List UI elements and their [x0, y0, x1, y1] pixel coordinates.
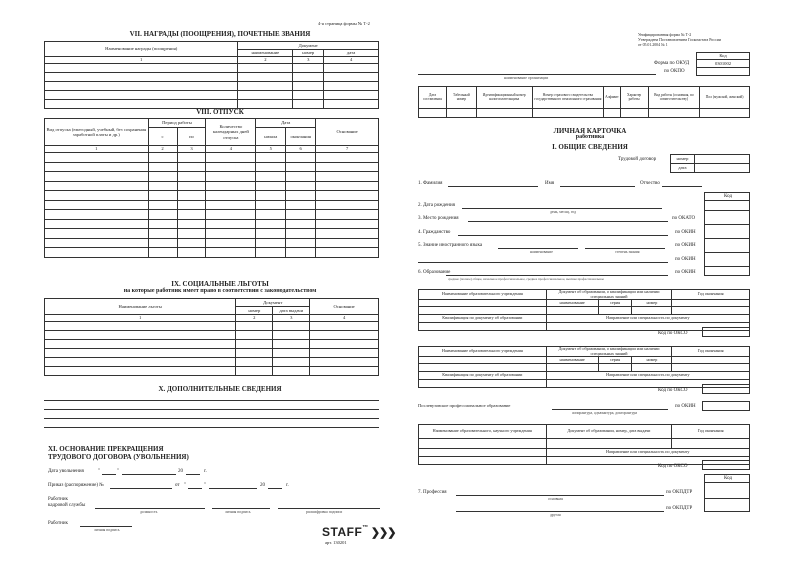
col-vacation-type: Вид отпуска (ежегодный, учебный, без сохранения заработной платы и др.) — [45, 119, 149, 146]
col-dates: Дата — [256, 119, 316, 128]
language-extra-field[interactable] — [418, 262, 668, 263]
table-row[interactable] — [419, 109, 750, 118]
table-row[interactable] — [419, 457, 750, 465]
staff-logo: STAFF™ ❯❯❯ — [322, 525, 396, 539]
employee-label: Работник — [48, 521, 68, 526]
form-header-line: Утверждена Постановлением Госкомстата России — [638, 38, 721, 42]
okso-field[interactable] — [702, 384, 750, 394]
awards-table: Наименование награды (поощрения) Документ наименование номер дата 1 2 3 4 — [44, 41, 379, 109]
section-9-title: IX. СОЦИАЛЬНЫЕ ЛЬГОТЫ — [171, 280, 269, 288]
education-field[interactable] — [446, 275, 668, 276]
section-1-title: I. ОБЩИЕ СВЕДЕНИЯ — [552, 143, 628, 151]
header-table: Дата составления Табельный номер Идентификационный номер налогоплательщика Номер страхового свидетельства государственного пенсионного страхования Алфавит Характер работы Вид работы (основная, по совместительству) Пол (мужской, женский) — [418, 86, 750, 118]
citizenship-label: 4. Гражданство — [418, 230, 451, 235]
table-row[interactable] — [45, 82, 379, 91]
patronymic-field[interactable] — [662, 186, 702, 187]
name-field[interactable] — [560, 186, 635, 187]
additional-line[interactable] — [44, 400, 379, 401]
codes-column: Код — [704, 192, 750, 276]
section-9-subtitle: на которые работник имеет право в соответствии с законодательством — [123, 288, 317, 294]
table-row[interactable] — [45, 181, 379, 191]
education-table-3: Наименование образовательного, научного учреждения Документ об образовании, номер, дата выдачи Год окончания Направление или специальность по документу — [418, 424, 750, 465]
col-date: дата — [324, 50, 379, 57]
table-row[interactable] — [45, 172, 379, 182]
surname-label: 1. Фамилия — [418, 181, 443, 186]
education-label: 6. Образование — [418, 270, 451, 275]
surname-field[interactable] — [448, 186, 538, 187]
order-year-field[interactable] — [268, 488, 282, 489]
profession-codes: Код — [704, 474, 750, 512]
table-row[interactable] — [45, 200, 379, 210]
order-month-field[interactable] — [209, 488, 257, 489]
table-row[interactable] — [419, 380, 750, 388]
postgrad-label: Послевузовское профессиональное образование — [418, 403, 511, 408]
birthdate-label: 2. Дата рождения — [418, 203, 455, 208]
education-table-2: Наименование образовательного учреждения Документ об образовании, о квалификации или наличии специальных знаний Год окончания наименование серия номер Квалификация по документу об образовании Направление или специальность по документу — [418, 346, 750, 388]
okso-field[interactable] — [702, 460, 750, 470]
hr-position-field[interactable] — [95, 508, 205, 509]
table-row[interactable] — [45, 248, 379, 258]
table-row[interactable] — [45, 210, 379, 220]
section-7-title: VII. НАГРАДЫ (ПООЩРЕНИЯ), ПОЧЕТНЫЕ ЗВАНИЯ — [129, 30, 311, 38]
birthplace-field[interactable] — [468, 221, 668, 222]
table-row[interactable] — [45, 238, 379, 248]
benefits-table: Наименование льготы Документ Основание номер дата выдачи 1 2 3 4 — [44, 298, 379, 376]
table-row[interactable] — [45, 229, 379, 239]
table-row[interactable] — [419, 364, 750, 372]
birthplace-label: 3. Место рождения — [418, 216, 459, 221]
section-8-title: VIII. ОТПУСК — [196, 108, 244, 116]
okin-field[interactable] — [702, 401, 750, 411]
okso-field[interactable] — [702, 327, 750, 337]
contract-number-field[interactable] — [694, 155, 749, 164]
order-day-field[interactable] — [188, 488, 202, 489]
citizenship-field[interactable] — [458, 235, 668, 236]
language-level-field[interactable] — [585, 248, 665, 249]
table-row[interactable] — [45, 91, 379, 100]
table-row[interactable] — [45, 162, 379, 172]
section-11-title: XI. ОСНОВАНИЕ ПРЕКРАЩЕНИЯ — [48, 445, 164, 453]
col-doc-name: наименование — [238, 50, 293, 57]
table-row[interactable] — [45, 322, 379, 331]
article-number: арт. 130201 — [325, 540, 347, 545]
dismissal-month-field[interactable] — [122, 474, 176, 475]
dismissal-date-label: Дата увольнения — [48, 469, 84, 474]
form-header-line: Унифицированная форма № Т-2 — [638, 33, 692, 37]
profession-other-field[interactable] — [456, 511, 664, 512]
birthdate-field[interactable] — [462, 208, 662, 209]
left-page: 4-я страница формы № Т-2 VII. НАГРАДЫ (ПООЩРЕНИЯ), ПОЧЕТНЫЕ ЗВАНИЯ Наименование награды (поощрения) Документ наименование номер дата 1 2 3 4 VIII. ОТПУСК Вид отпуска (ежегодный, учебный, без сохранения заработной платы и др.) Период работы Количество календарных дней отпуска Дата Основание с по начала окончания 1 2 3 4 5 6 7 IX. СОЦИАЛЬНЫЕ ЛЬГОТЫ на которые работник имеет право в соответствии с законодательством Наименование льготы Документ Основание номер дата выдачи 1 2 3 4 X. ДОПОЛНИТЕЛЬНЫЕ СВЕДЕНИЯ XI. ОСНОВАНИЕ ПРЕКРАЩЕНИЯ ТРУДОВОГО ДОГОВОРА (УВОЛЬНЕНИЯ) Дата увольнения " " 20 г. Приказ (распоряжение) № от " " 20 г. Работник кадровой службы должность личная подпись расшифровка подписи Работник личная подпись STAFF™ ❯❯❯ арт. 130201 — [0, 0, 400, 581]
col-basis: Основание — [316, 119, 379, 146]
organization-field[interactable] — [418, 74, 656, 75]
postgrad-field[interactable] — [552, 409, 668, 410]
card-title: ЛИЧНАЯ КАРТОЧКА — [553, 127, 627, 135]
col-number: номер — [293, 50, 324, 57]
contract-box: номер дата — [670, 154, 750, 173]
dismissal-day-field[interactable] — [102, 474, 116, 475]
hr-decode-field[interactable] — [278, 508, 380, 509]
profession-main-field[interactable] — [456, 495, 664, 496]
additional-line[interactable] — [44, 409, 379, 410]
col-document: Документ — [238, 42, 379, 50]
code-box: Код 0301002 — [696, 52, 750, 76]
table-row[interactable] — [45, 191, 379, 201]
table-row[interactable] — [45, 219, 379, 229]
order-label: Приказ (распоряжение) № — [48, 483, 105, 488]
section-11-subtitle: ТРУДОВОГО ДОГОВОРА (УВОЛЬНЕНИЯ) — [48, 453, 189, 461]
hr-worker-label: Работник — [48, 497, 68, 502]
section-10-title: X. ДОПОЛНИТЕЛЬНЫЕ СВЕДЕНИЯ — [158, 385, 282, 393]
okud-value: 0301002 — [697, 60, 750, 68]
form-header-line: от 05.01.2004 № 1 — [638, 43, 668, 47]
vacation-table: Вид отпуска (ежегодный, учебный, без сохранения заработной платы и др.) Период работы Количество календарных дней отпуска Дата Основание с по начала окончания 1 2 3 4 5 6 7 — [44, 118, 379, 258]
contract-date-field[interactable] — [694, 164, 749, 173]
additional-line[interactable] — [44, 418, 379, 419]
table-row[interactable] — [45, 153, 379, 163]
page-note: 4-я страница формы № Т-2 — [318, 21, 370, 26]
employee-signature-field[interactable] — [80, 526, 132, 527]
hr-signature-field[interactable] — [212, 508, 270, 509]
profession-label: 7. Профессия — [418, 490, 447, 495]
education-table-1: Наименование образовательного учреждения Документ об образовании, о квалификации или наличии специальных знаний Год окончания наименование серия номер Квалификация по документу об образовании Направление или специальность по документу — [418, 289, 750, 331]
additional-line[interactable] — [44, 427, 379, 428]
dismissal-year-field[interactable] — [186, 474, 200, 475]
col-benefit-name: Наименование льготы — [45, 299, 236, 315]
right-page: Унифицированная форма № Т-2 Утверждена Постановлением Госкомстата России от 05.01.2004 № 1 Код 0301002 Форма по ОКУД по ОКПО наименование организации Дата составления Табельный номер Идентификационный номер налогоплательщика Номер страхового свидетельства государственного пенсионного страхования Алфавит Характер работы Вид работы (основная, по совместительству) Пол (мужской, женский) ЛИЧНАЯ КАРТОЧКА работника I. ОБЩИЕ СВЕДЕНИЯ Трудовой договор номер дата 1. Фамилия Имя Отчество Код 2. Дата рождения день, месяц, год 3. Место рождения по ОКАТО 4. Гражданство по ОКИН 5. Знание иностранного языка наименование степень знания по ОКИН по ОКИН 6. Образование среднее (полное) общее, начальное профессиональное, среднее профессиональное, высшее профессиональное по ОКИН Наименование образовательного учреждения Документ об образовании, о квалификации или наличии специальных знаний Год окончания наименование серия номер Квалификация по документу об образовании Направление или специальность по документу Код по ОКСО Наименование образовательного учреждения Документ об образовании, о квалификации или наличии специальных знаний Год окончания наименование серия номер Квалификация по документу об образовании Направление или специальность по документу Код по ОКСО Послевузовское профессиональное образование аспирантура, адъюнктура, докторантура по ОКИН Наименование образовательного, научного учреждения Документ об образовании, номер, дата выдачи Год окончания Направление или специальность по документу Код по ОКСО Код 7. Профессия по ОКПДТР основная по ОКПДТР другая — [400, 0, 800, 581]
table-row[interactable] — [45, 331, 379, 340]
table-row[interactable] — [419, 323, 750, 331]
table-row[interactable] — [419, 307, 750, 315]
col-days: Количество календарных дней отпуска — [206, 119, 256, 146]
table-row[interactable] — [45, 73, 379, 82]
language-name-field[interactable] — [498, 248, 578, 249]
table-row[interactable] — [45, 349, 379, 358]
table-row[interactable] — [45, 64, 379, 73]
table-row[interactable] — [419, 439, 750, 449]
col-period: Период работы — [148, 119, 206, 128]
order-number-field[interactable] — [110, 488, 172, 489]
table-row[interactable] — [45, 340, 379, 349]
table-row[interactable] — [45, 367, 379, 376]
table-row[interactable] — [45, 358, 379, 367]
language-label: 5. Знание иностранного языка — [418, 243, 483, 248]
okpo-field[interactable] — [697, 68, 750, 76]
col-award-name: Наименование награды (поощрения) — [45, 42, 238, 57]
